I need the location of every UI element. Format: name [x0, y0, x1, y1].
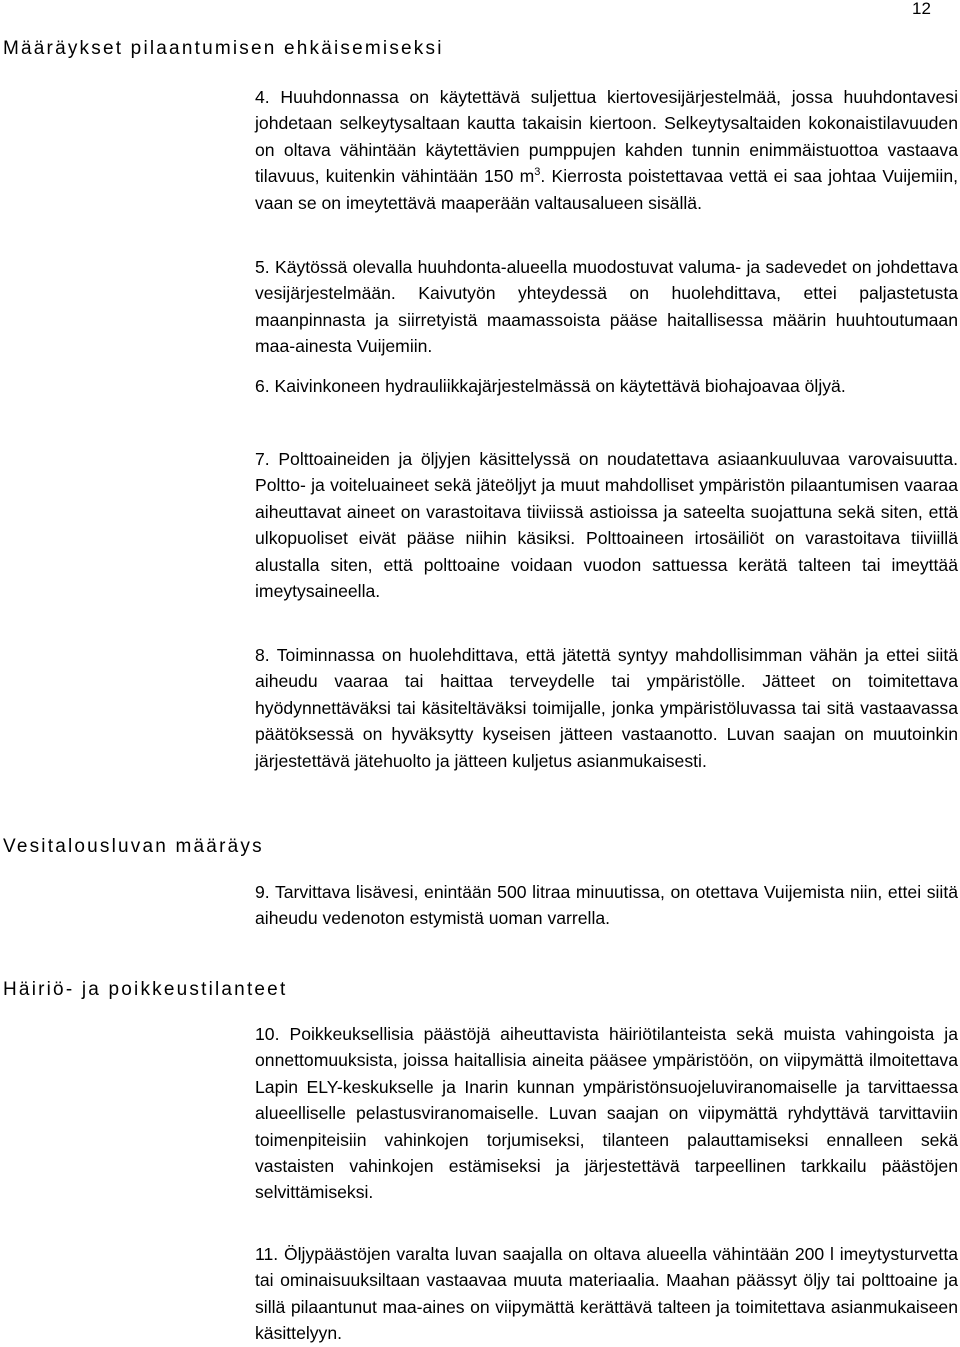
section-heading-water-permit: Vesitalousluvan määräys	[3, 836, 264, 857]
paragraph-6: 6. Kaivinkoneen hydrauliikkajärjestelmässä on käytettävä biohajoavaa öljyä.	[255, 376, 846, 396]
paragraph-4-superscript: 3	[534, 166, 541, 179]
paragraph-4-text-b: . Kierrosta poistettavaa vettä ei saa johtaa Vuijemiin, vaan se on imeytettävä maaperään valtausalueen sisällä.	[255, 166, 958, 213]
paragraph-10: 10. Poikkeuksellisia päästöjä aiheuttavista häiriötilanteista sekä muista vahingoista ja onnettomuuksista, joissa haitallisia aineita pääsee ympäristöön, on viipymättä ilmoitettava Lapin ELY-keskukselle ja Inarin kunnan ympäristönsuojeluviranomaiselle ja tarvittaessa alueelliselle pelastusviranomaiselle. Luvan saajan on viipymättä ryhdyttävä tarvittaviin toimenpiteisiin vahinkojen torjumiseksi, tilanteen palauttamiseksi ennalleen sekä vastaisten vahinkojen estämiseksi ja järjestettävä tarpeellinen tarkkailu päästöjen selvittämiseksi.	[255, 1024, 958, 1203]
section-heading-disturbances: Häiriö- ja poikkeustilanteet	[3, 979, 288, 1000]
paragraph-4-text-a: 4. Huuhdonnassa on käytettävä suljettua kiertovesijärjestelmää, jossa huuhdontavesi johdetaan selkeytysaltaan kautta takaisin kiertoon. Selkeytysaltaiden kokonaistilavuuden on oltava vähintään käytettävien pumppujen kahden tunnin enimmäistuottoa vastaava tilavuus, kuitenkin vähintään 150 m	[255, 87, 958, 187]
paragraph-9: 9. Tarvittava lisävesi, enintään 500 litraa minuutissa, on otettava Vuijemista niin, ettei siitä aiheudu vedenoton estymistä uoman varrella.	[255, 882, 958, 929]
section-heading-pollution-prevention: Määräykset pilaantumisen ehkäisemiseksi	[3, 38, 444, 59]
paragraph-7: 7. Polttoaineiden ja öljyjen käsittelyssä on noudatettava asiaankuuluvaa varovaisuutta. Poltto- ja voiteluaineet sekä jäteöljyt ja muut mahdolliset ympäristön pilaantumisen vaaraa aiheuttavat aineet on varastoitava tiiviissä astioissa ja sateelta suojattuna sekä siten, että ulkopuoliset eivät pääse niihin käsiksi. Polttoaineen irtosäiliöt on varastoitava tiiviillä alustalla siten, että polttoaine voidaan vuodon sattuessa kerätä talteen tai imeyttää imeytysaineella.	[255, 449, 958, 602]
paragraph-11: 11. Öljypäästöjen varalta luvan saajalla on oltava alueella vähintään 200 l imeytysturvetta tai ominaisuuksiltaan vastaavaa muuta materiaalia. Maahan päässyt öljy tai polttoaine ja sillä pilaantunut maa-aines on viipymättä kerättävä talteen ja toimitettava asianmukaiseen käsittelyyn.	[255, 1244, 958, 1344]
paragraph-5: 5. Käytössä olevalla huuhdonta-alueella muodostuvat valuma- ja sadevedet on johdettava vesijärjestelmään. Kaivutyön yhteydessä on huolehdittava, ettei paljastetusta maanpinnasta ja siirretyistä maamassoista pääse haitallisessa määrin huuhtoutumaan maa-ainesta Vuijemiin.	[255, 257, 958, 357]
paragraph-8: 8. Toiminnassa on huolehdittava, että jätettä syntyy mahdollisimman vähän ja ettei siitä aiheudu vaaraa tai haittaa terveydelle tai ympäristölle. Jätteet on toimitettava hyödynnettäväksi tai käsiteltäväksi toimijalle, jonka ympäristöluvassa tai sitä vastaavassa päätöksessä on hyväksytty kyseisen jätteen vastaanotto. Luvan saajan on muutoinkin järjestettävä jätehuolto ja jätteen kuljetus asianmukaisesti.	[255, 645, 958, 771]
page-number: 12	[912, 0, 931, 18]
paragraph-4	[255, 84, 958, 216]
